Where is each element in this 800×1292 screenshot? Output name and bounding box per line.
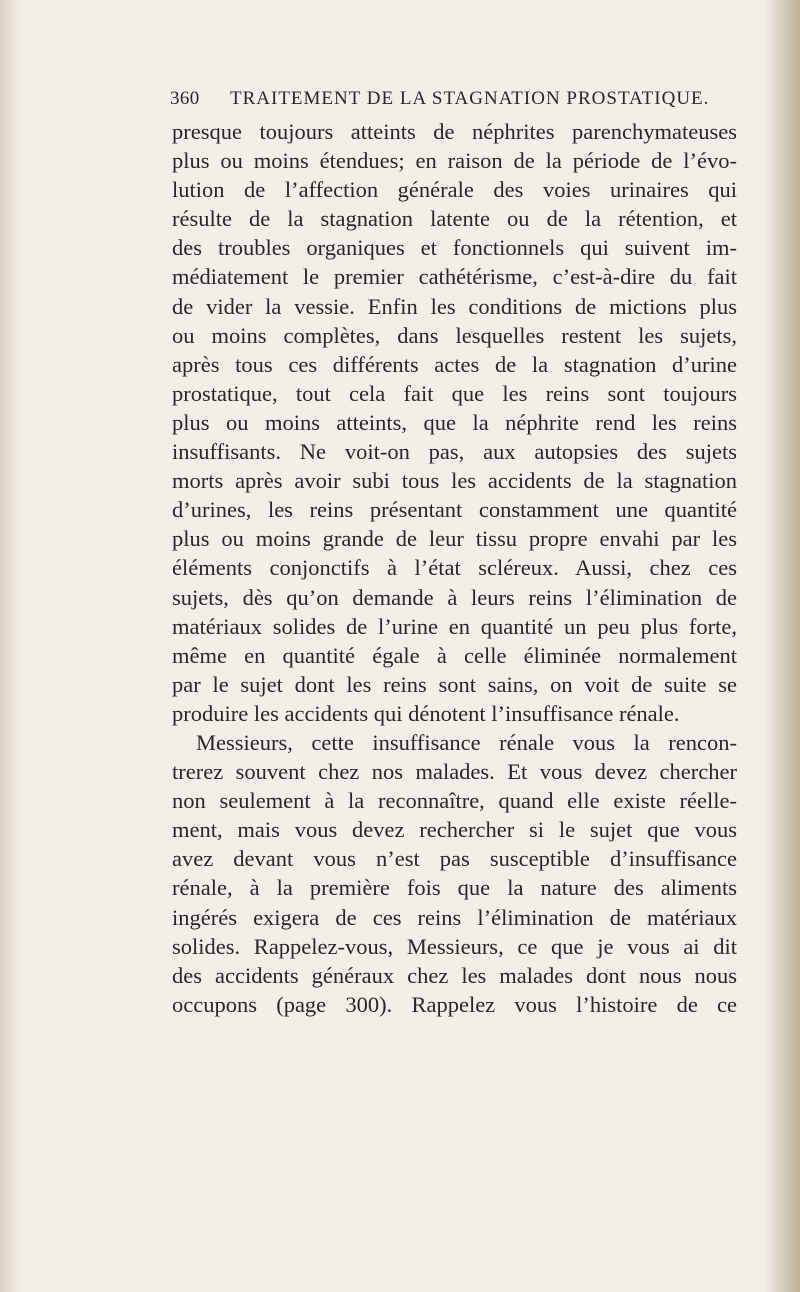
text-line: morts après avoir subi tous les accidents de la stagnation — [172, 468, 737, 494]
text-line: des troubles organiques et fonctionnels qui suivent im- — [172, 235, 737, 261]
text-line: ou moins complètes, dans lesquelles restent les sujets, — [172, 322, 737, 348]
text-line: médiatement le premier cathétérisme, c’est-à-dire du fait — [172, 264, 737, 290]
page-shadow-right — [764, 0, 800, 1292]
text-line: après tous ces différents actes de la stagnation d’urine — [172, 351, 737, 377]
page-number: 360 — [170, 88, 200, 109]
text-line: plus ou moins grande de leur tissu propre envahi par les — [172, 526, 737, 552]
text-line: matériaux solides de l’urine en quantité un peu plus forte, — [172, 613, 737, 639]
text-line: plus ou moins étendues; en raison de la période de l’évo- — [172, 148, 737, 174]
body-text — [172, 117, 737, 1019]
running-head — [170, 88, 710, 118]
text-line: rénale, à la première fois que la nature des aliments — [172, 875, 737, 901]
text-line: même en quantité égale à celle éliminée normalement — [172, 642, 737, 668]
text-line: ingérés exigera de ces reins l’élimination de matériaux — [172, 904, 737, 930]
text-line: sujets, dès qu’on demande à leurs reins l’élimination de — [172, 584, 737, 610]
text-line: des accidents généraux chez les malades dont nous nous — [172, 962, 737, 988]
text-line: éléments conjonctifs à l’état scléreux. Aussi, chez ces — [172, 555, 737, 581]
text-line: par le sujet dont les reins sont sains, on voit de suite se — [172, 671, 737, 697]
text-line: avez devant vous n’est pas susceptible d’insuffisance — [172, 846, 737, 872]
text-line: Messieurs, cette insuffisance rénale vous la rencon- — [196, 729, 737, 755]
text-line: occupons (page 300). Rappelez vous l’histoire de ce — [172, 991, 737, 1017]
text-line: prostatique, tout cela fait que les reins sont toujours — [172, 380, 737, 406]
text-line: insuffisants. Ne voit-on pas, aux autopsies des sujets — [172, 439, 737, 465]
text-line: plus ou moins atteints, que la néphrite rend les reins — [172, 409, 737, 435]
text-line: ment, mais vous devez rechercher si le sujet que vous — [172, 817, 737, 843]
text-line: lution de l’affection générale des voies urinaires qui — [172, 177, 737, 203]
page-shadow-left — [0, 0, 22, 1292]
text-line: de vider la vessie. Enfin les conditions de mictions plus — [172, 293, 737, 319]
text-line: non seulement à la reconnaître, quand elle existe réelle- — [172, 788, 737, 814]
text-line: d’urines, les reins présentant constamment une quantité — [172, 497, 737, 523]
running-title: TRAITEMENT DE LA STAGNATION PROSTATIQUE. — [230, 88, 710, 109]
text-line: presque toujours atteints de néphrites parenchymateuses — [172, 119, 737, 144]
text-line: solides. Rappelez-vous, Messieurs, ce que je vous ai dit — [172, 933, 737, 959]
text-line: produire les accidents qui dénotent l’insuffisance rénale. — [172, 700, 680, 726]
text-line: résulte de la stagnation latente ou de la rétention, et — [172, 206, 737, 232]
text-line: trerez souvent chez nos malades. Et vous devez chercher — [172, 759, 737, 785]
